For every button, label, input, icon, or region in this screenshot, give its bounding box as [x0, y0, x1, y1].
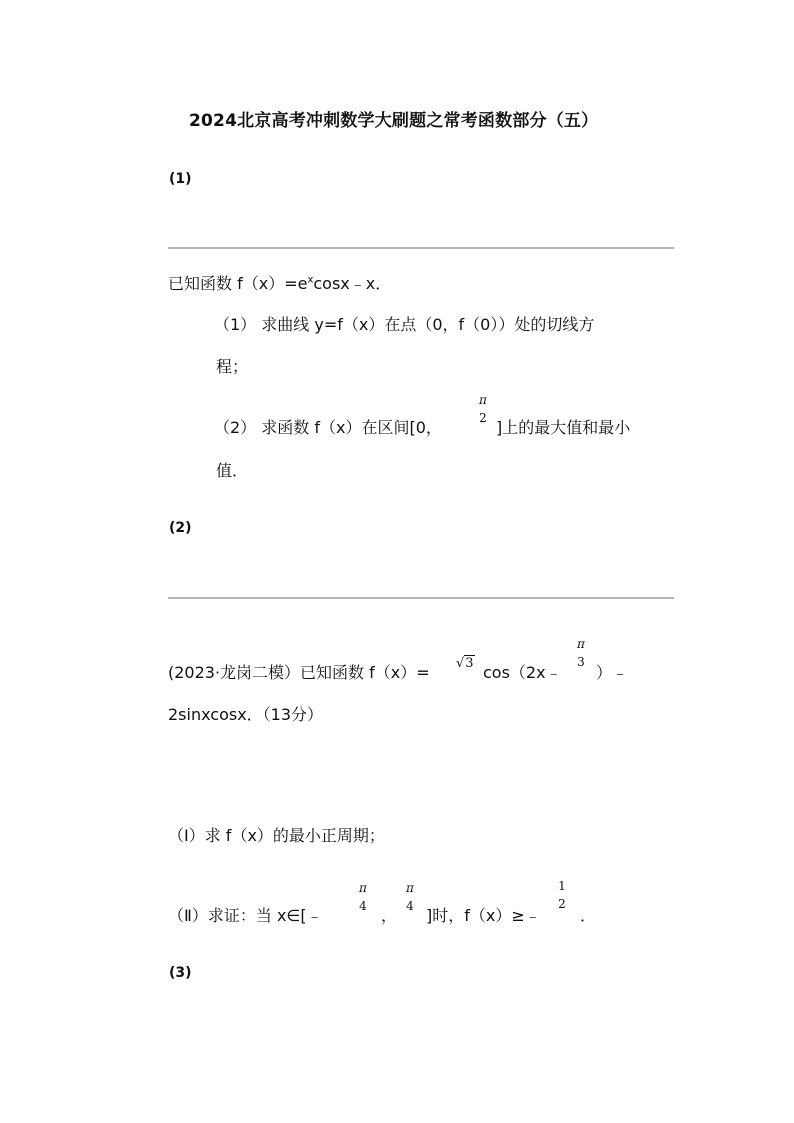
divider-2 — [168, 597, 674, 599]
q1-stem — [168, 271, 391, 294]
q1-part2-line2: 值． — [216, 461, 249, 480]
q1-part1-line2: 程； — [216, 357, 249, 376]
fraction-numerator: π — [577, 637, 585, 651]
q2-sqrt — [456, 652, 475, 671]
q1-stem-post: cosx﹣x． — [313, 274, 392, 293]
q2-part2-comma: ， — [381, 906, 398, 925]
fraction-denominator: 2 — [479, 411, 487, 425]
q1-part2-pre: （2） 求函数 f（x）在区间[0， — [214, 418, 442, 437]
q2-stem-line2: 2sinxcosx．（13分） — [168, 705, 324, 724]
q1-part2-fraction — [477, 394, 489, 424]
q2-part2-end: ． — [580, 906, 597, 925]
q2-part2-fraction-2 — [404, 882, 416, 912]
divider-1 — [168, 247, 674, 249]
sqrt-radicand: 3 — [465, 656, 474, 671]
fraction-denominator: 4 — [359, 899, 367, 913]
q2-part2-pre: （Ⅱ）求证：当 x∈[﹣ — [168, 906, 323, 925]
q2-part2-mid: ]时，f（x）≥﹣ — [426, 906, 541, 925]
q2-stem-mid: cos（2x﹣ — [483, 663, 562, 682]
q2-stem-fraction — [575, 638, 587, 668]
fraction-numerator: 1 — [558, 879, 566, 893]
q1-stem-pre: 已知函数 f（x）=e — [168, 274, 308, 293]
question-number-3: (3) — [169, 965, 192, 981]
q1-stem-exponent: x — [307, 274, 314, 286]
question-number-2: (2) — [169, 520, 192, 536]
fraction-denominator: 4 — [406, 899, 414, 913]
q2-stem-post: ）﹣ — [596, 663, 629, 682]
q1-part2-post: ]上的最大值和最小 — [496, 418, 631, 437]
fraction-denominator: 3 — [577, 655, 585, 669]
q2-part2-fraction-3 — [556, 880, 568, 910]
q2-stem-pre: (2023·龙岗二模）已知函数 f（x）= — [168, 663, 430, 682]
q2-part1: （Ⅰ）求 f（x）的最小正周期； — [168, 826, 385, 845]
q2-part2-fraction-1 — [357, 882, 369, 912]
fraction-numerator: π — [406, 881, 414, 895]
fraction-numerator: π — [359, 881, 367, 895]
sqrt-symbol: √3 — [456, 656, 474, 671]
page-title: 2024北京高考冲刺数学大刷题之常考函数部分（五） — [189, 111, 599, 131]
question-number-1: (1) — [169, 171, 192, 187]
q1-part1-line1: （1） 求曲线 y=f（x）在点（0，f（0））处的切线方 — [214, 315, 595, 334]
fraction-numerator: π — [479, 393, 487, 407]
fraction-denominator: 2 — [558, 897, 566, 911]
